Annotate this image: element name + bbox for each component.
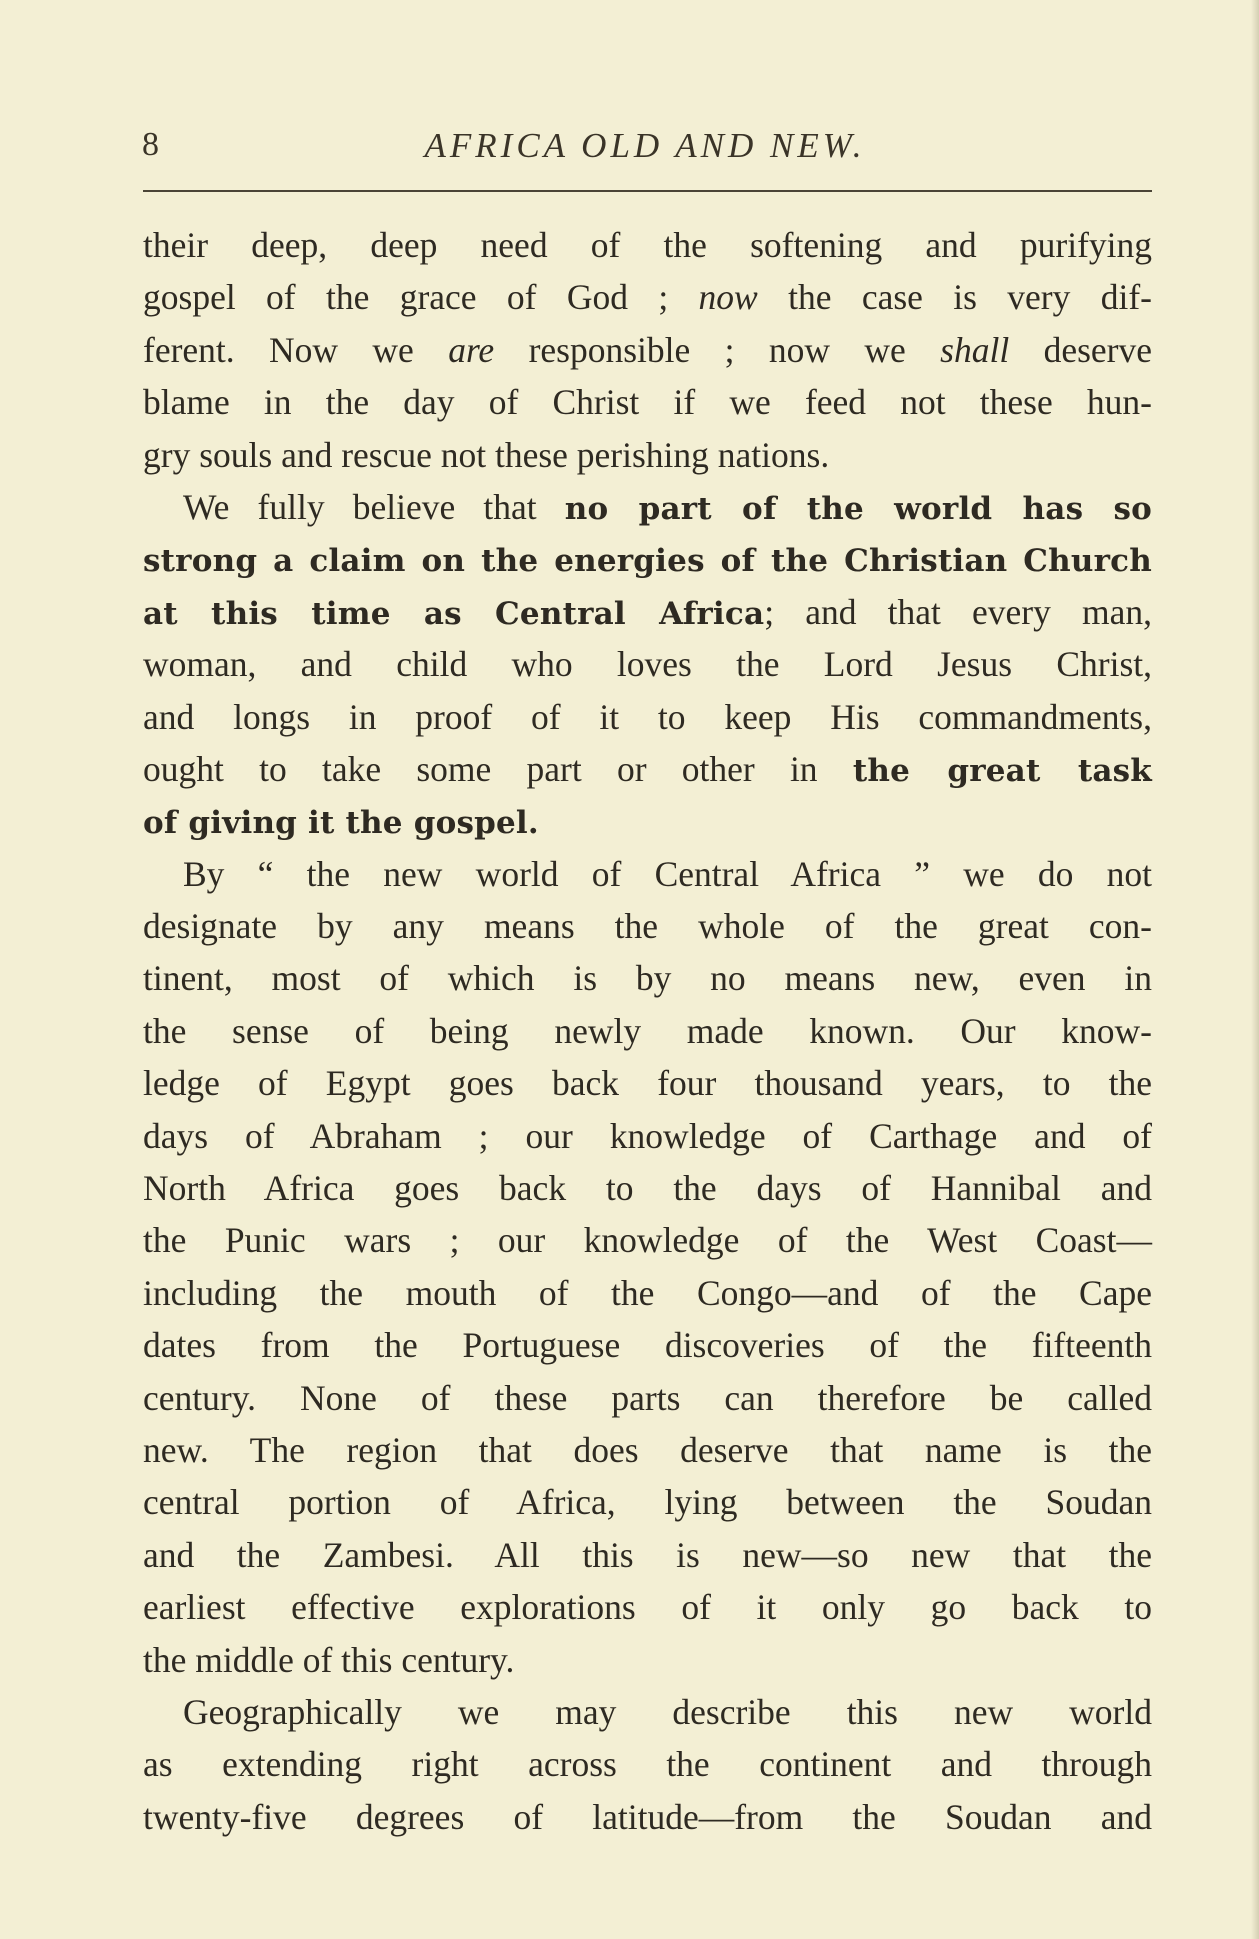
text-segment: ought to take some part or other in	[143, 748, 853, 789]
header-rule	[143, 190, 1152, 192]
text-line	[143, 1476, 1152, 1528]
bold-text: of giving it the gospel.	[143, 805, 539, 842]
page-edge-shadow	[1251, 0, 1259, 1939]
italic-text: are	[448, 329, 495, 370]
text-line	[143, 743, 1152, 795]
text-segment: By “ the new world of Central Africa ” we do not	[183, 853, 1152, 894]
text-segment: gry souls and rescue not these perishing nations.	[143, 434, 830, 475]
text-segment: dates from the Portuguese discoveries of the fifteenth	[143, 1325, 1152, 1366]
text-segment: new. The region that does deserve that name is the	[143, 1429, 1152, 1470]
text-line	[143, 795, 1152, 847]
text-segment: including the mouth of the Congo—and of the Cape	[143, 1272, 1152, 1313]
text-segment: central portion of Africa, lying between the Soudan	[143, 1482, 1152, 1523]
text-line	[143, 952, 1152, 1004]
text-line	[143, 586, 1152, 638]
text-segment: twenty-five degrees of latitude—from the Soudan and	[143, 1796, 1152, 1837]
running-header	[138, 118, 1152, 168]
text-segment: and the Zambesi. All this is new—so new that the	[143, 1534, 1152, 1575]
text-line	[143, 1319, 1152, 1371]
text-segment: designate by any means the whole of the great con-	[143, 906, 1152, 947]
text-line	[143, 1791, 1152, 1843]
text-line	[143, 429, 1152, 481]
text-line	[143, 481, 1152, 533]
text-line	[143, 533, 1152, 585]
running-title: AFRICA OLD AND NEW.	[424, 126, 866, 165]
text-line	[143, 691, 1152, 743]
text-segment: the sense of being newly made known. Our know-	[143, 1010, 1152, 1051]
text-segment: gospel of the grace of God ;	[143, 277, 699, 318]
bold-text: the great task	[852, 752, 1152, 789]
text-line	[143, 1529, 1152, 1581]
text-line	[143, 1110, 1152, 1162]
text-segment: and longs in proof of it to keep His commandments,	[143, 696, 1152, 737]
text-segment: We fully believe that	[183, 486, 565, 527]
text-segment: earliest effective explorations of it only go back to	[143, 1587, 1152, 1628]
text-segment: Geographically we may describe this new world	[183, 1691, 1152, 1732]
text-line	[143, 1686, 1152, 1738]
text-line	[143, 1372, 1152, 1424]
text-segment: North Africa goes back to the days of Hannibal and	[143, 1168, 1152, 1209]
text-segment: century. None of these parts can therefore be called	[143, 1377, 1152, 1418]
text-line	[143, 324, 1152, 376]
text-segment: their deep, deep need of the softening and purifying	[143, 225, 1152, 265]
italic-text: shall	[940, 329, 1010, 370]
bold-text: at this time as Central Africa	[143, 595, 765, 632]
text-segment: ferent. Now we	[143, 329, 449, 370]
body-text	[143, 219, 1152, 1843]
text-line	[143, 271, 1152, 323]
text-line	[143, 219, 1152, 271]
text-line	[143, 1057, 1152, 1109]
text-segment: tinent, most of which is by no means new, even in	[143, 958, 1152, 999]
text-line	[143, 1738, 1152, 1790]
text-line	[143, 1267, 1152, 1319]
text-segment: as extending right across the continent and through	[143, 1744, 1152, 1785]
text-segment: the middle of this century.	[143, 1639, 515, 1680]
bold-text: strong a claim on the energies of the Christian Church	[143, 543, 1152, 580]
text-segment: the case is very dif-	[757, 277, 1152, 318]
text-line	[143, 376, 1152, 428]
text-line	[143, 1214, 1152, 1266]
text-line	[143, 900, 1152, 952]
text-line	[143, 1634, 1152, 1686]
bold-text: no part of the world has so	[564, 490, 1153, 527]
text-line	[143, 1581, 1152, 1633]
text-line	[143, 848, 1152, 900]
text-segment: responsible ; now we	[494, 329, 941, 370]
text-line	[143, 1005, 1152, 1057]
italic-text: now	[698, 277, 758, 318]
text-segment: ; and that every man,	[764, 591, 1152, 632]
text-segment: the Punic wars ; our knowledge of the West Coast—	[143, 1220, 1152, 1261]
text-line	[143, 1162, 1152, 1214]
text-segment: deserve	[1009, 329, 1152, 370]
text-segment: blame in the day of Christ if we feed not these hun-	[143, 382, 1152, 423]
text-line	[143, 1424, 1152, 1476]
text-segment: days of Abraham ; our knowledge of Carthage and of	[143, 1115, 1152, 1156]
text-segment: woman, and child who loves the Lord Jesus Christ,	[143, 644, 1152, 685]
text-segment: ledge of Egypt goes back four thousand years, to the	[143, 1063, 1152, 1104]
page-number: 8	[142, 126, 160, 163]
text-line	[143, 638, 1152, 690]
